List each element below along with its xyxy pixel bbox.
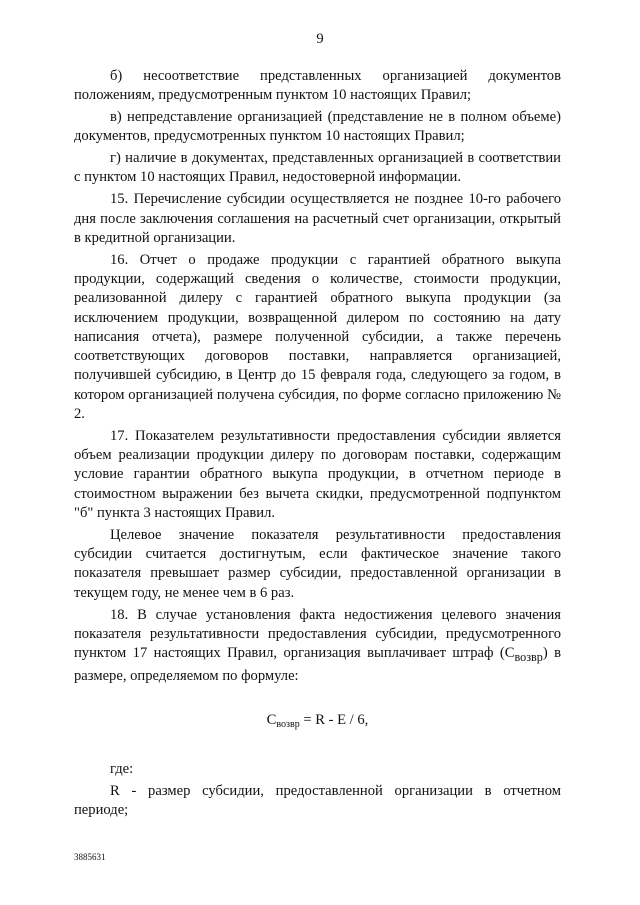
formula-subscript: возвр [276, 718, 300, 730]
paragraph-v: в) непредставление организацией (представление не в полном объеме) документов, предусмотренных пунктом 10 настоящих Правил; [74, 109, 561, 145]
paragraph-18-subscript: возвр [514, 650, 543, 665]
paragraph-target-value: Целевое значение показателя результативности предоставления субсидии считается достигнутым, если фактическое значение такого показателя превышает размер субсидии, предоставленной организации в текущем году, не менее чем в 6 раз. [74, 526, 561, 601]
paragraph-b: б) несоответствие представленных организацией документов положениям, предусмотренным пунктом 10 настоящих Правил; [74, 68, 561, 104]
paragraph-18 [74, 606, 561, 687]
paragraph-15: 15. Перечисление субсидии осуществляется не позднее 10-го рабочего дня после заключения соглашения на расчетный счет организации, открытый в кредитной организации. [74, 191, 561, 246]
paragraph-g: г) наличие в документах, представленных организацией в соответствии с пунктом 10 настоящих Правил, недостоверной информации. [74, 150, 561, 186]
document-id: 3885631 [74, 852, 106, 862]
formula-c: С [266, 711, 277, 728]
paragraph-18-tail: ) в размере, определяемом по формуле: [74, 645, 561, 685]
paragraph-18-main: 18. В случае установления факта недостижения целевого значения показателя результативности предоставления субсидии, предусмотренного пунктом 17 настоящих Правил, организация выплачивает штраф (С [74, 606, 561, 662]
where-label: где: [110, 760, 134, 777]
formula [74, 711, 561, 734]
page-number: 9 [316, 31, 324, 47]
document-body [74, 67, 561, 823]
paragraph-16: 16. Отчет о продаже продукции с гарантией обратного выкупа продукции, содержащий сведения о количестве, стоимости продукции, реализованной дилеру с гарантией обратного выкупа продукции (за исключением продукции, возвращенной дилером по состоянию на дату написания отчета), размере полученной субсидии, а также перечень соответствующих договоров поставки, направляется организацией, получившей субсидию, в Центр до 15 февраля года, следующего за годом, в котором организацией получена субсидия, по форме согласно приложению № 2. [74, 251, 561, 423]
paragraph-17: 17. Показателем результативности предоставления субсидии является объем реализации продукции дилеру по договорам поставки, содержащим условие гарантии обратного выкупа продукции, в отчетном периоде в стоимостном выражении без вычета скидки, предусмотренной подпунктом "б" пункта 3 настоящих Правил. [74, 427, 561, 522]
definition-r: R - размер субсидии, предоставленной организации в отчетном периоде; [74, 782, 561, 818]
formula-rest: = R - E / 6, [299, 711, 369, 728]
